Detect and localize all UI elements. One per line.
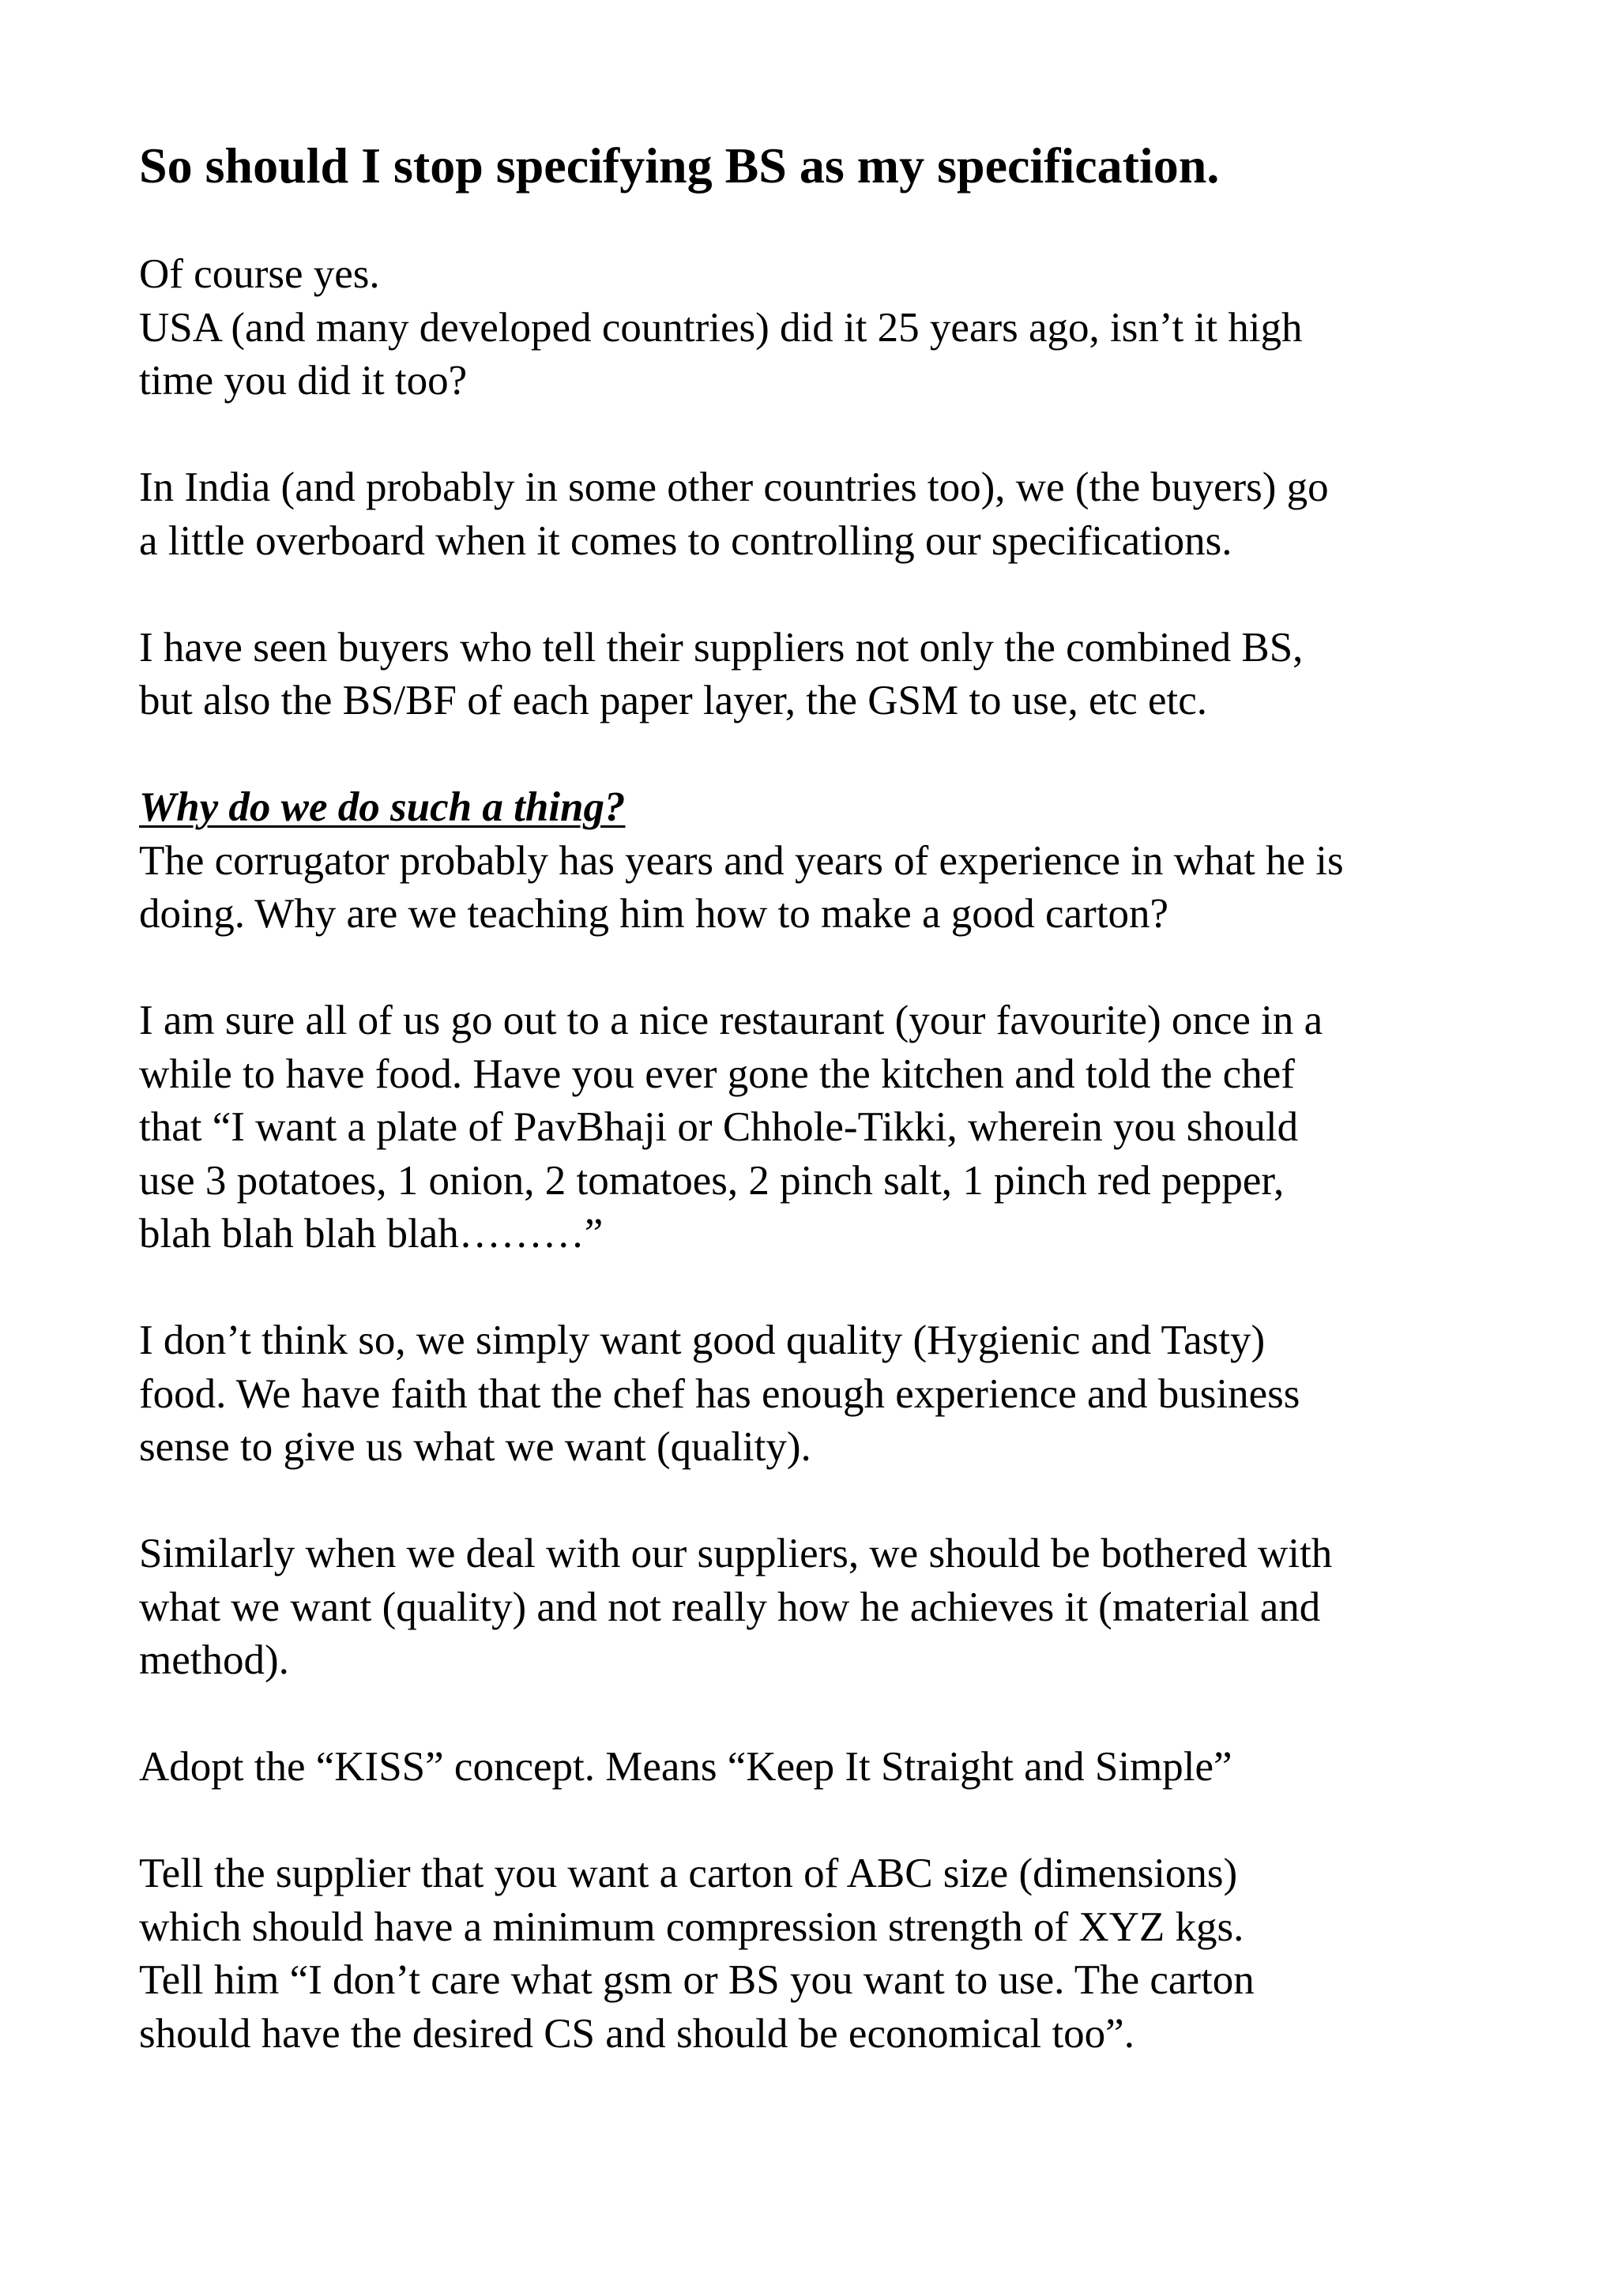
section-subheading: Why do we do such a thing? (139, 784, 626, 830)
paragraph-line: Tell the supplier that you want a carton of ABC size (dimensions) (139, 1851, 1238, 1896)
paragraph-9 (139, 1847, 1498, 2061)
paragraph-line: Similarly when we deal with our suppliers, we should be bothered with (139, 1531, 1333, 1576)
paragraph-7 (139, 1528, 1498, 1688)
paragraph-line: that “I want a plate of PavBhaji or Chhole-Tikki, wherein you should (139, 1104, 1299, 1150)
paragraph-line: Adopt the “KISS” concept. Means “Keep It Straight and Simple” (139, 1744, 1232, 1790)
paragraph-line: while to have food. Have you ever gone the kitchen and told the chef (139, 1050, 1295, 1097)
paragraph-line: method). (139, 1637, 289, 1683)
paragraph-line: The corrugator probably has years and years of experience in what he is (139, 837, 1344, 884)
paragraph-line: but also the BS/BF of each paper layer, the GSM to use, etc etc. (139, 678, 1207, 723)
paragraph-8 (139, 1741, 1498, 1794)
paragraph-3 (139, 622, 1498, 728)
paragraph-line: Tell him “I don’t care what gsm or BS you want to use. The carton (139, 1957, 1255, 2003)
paragraph-line: USA (and many developed countries) did it 25 years ago, isn’t it high (139, 304, 1303, 351)
paragraph-line: doing. Why are we teaching him how to make a good carton? (139, 891, 1169, 937)
paragraph-line: time you did it too? (139, 358, 468, 404)
paragraph-line: I don’t think so, we simply want good quality (Hygienic and Tasty) (139, 1317, 1266, 1363)
paragraph-line: food. We have faith that the chef has enough experience and business (139, 1370, 1300, 1417)
paragraph-line: a little overboard when it comes to controlling our specifications. (139, 517, 1232, 564)
paragraph-4 (139, 781, 1498, 941)
paragraph-line: sense to give us what we want (quality). (139, 1424, 811, 1470)
paragraph-5 (139, 994, 1498, 1261)
paragraph-line: Of course yes. (139, 251, 380, 297)
paragraph-1 (139, 248, 1498, 408)
paragraph-line: In India (and probably in some other countries too), we (the buyers) go (139, 464, 1329, 510)
paragraph-6 (139, 1314, 1498, 1475)
paragraph-line: which should have a minimum compression strength of XYZ kgs. (139, 1903, 1244, 1950)
paragraph-line: should have the desired CS and should be economical too”. (139, 2010, 1134, 2057)
paragraph-line: what we want (quality) and not really how he achieves it (material and (139, 1584, 1321, 1630)
paragraph-2 (139, 461, 1498, 568)
paragraph-line: use 3 potatoes, 1 onion, 2 tomatoes, 2 pinch salt, 1 pinch red pepper, (139, 1157, 1285, 1204)
paragraph-line: I have seen buyers who tell their suppliers not only the combined BS, (139, 624, 1304, 671)
paragraph-line: I am sure all of us go out to a nice restaurant (your favourite) once in a (139, 998, 1323, 1043)
document-page (139, 134, 1498, 2114)
paragraph-line: blah blah blah blah………” (139, 1211, 604, 1257)
page-title: So should I stop specifying BS as my specification. (139, 137, 1220, 194)
